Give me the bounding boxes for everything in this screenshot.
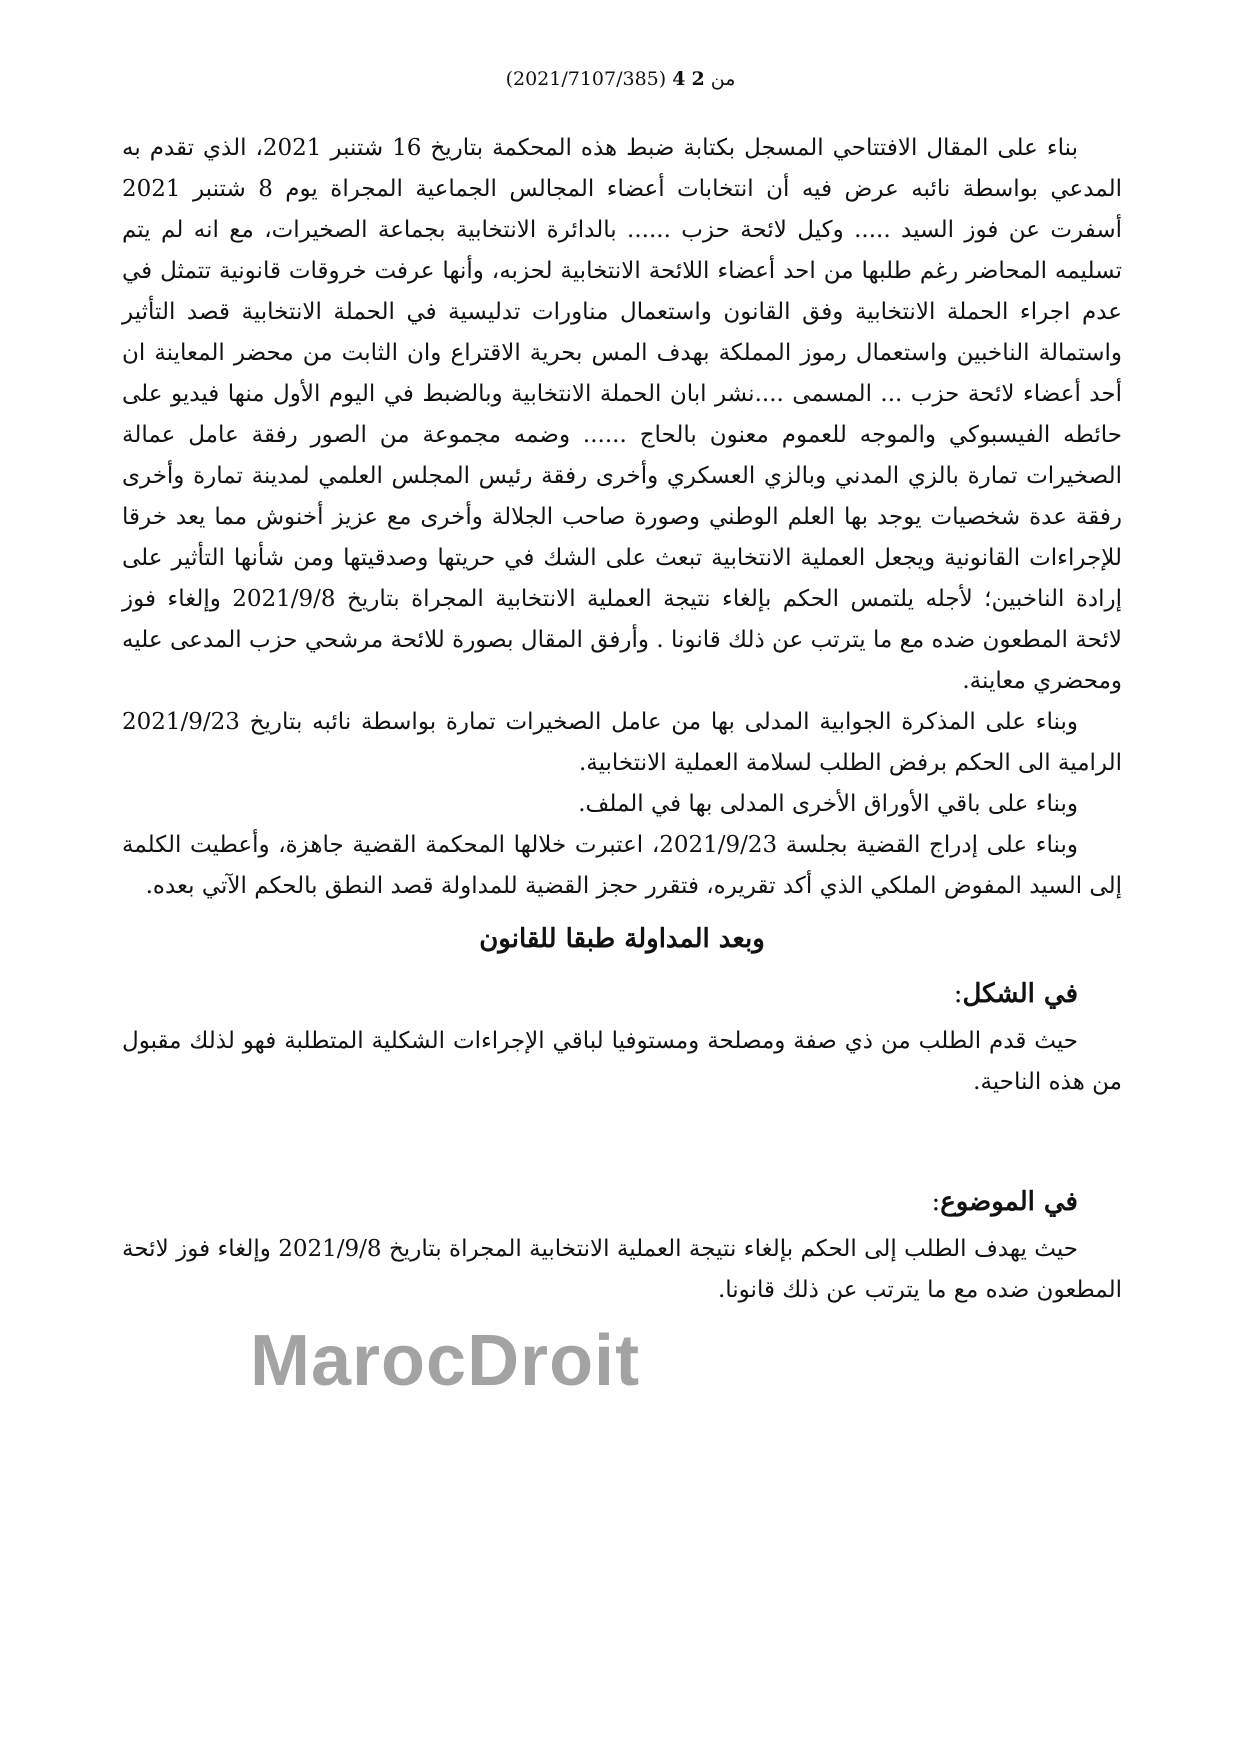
deliberation-heading: وبعد المداولة طبقا للقانون <box>479 924 765 954</box>
form-heading-text: في الشكل <box>962 979 1078 1009</box>
paragraph-other-documents: وبناء على باقي الأوراق الأخرى المدلى بها في الملف. <box>578 791 1078 817</box>
document-body <box>122 128 1122 1311</box>
header-ref: (2021/7107/385) <box>505 68 667 90</box>
substance-section-heading <box>122 1179 1122 1225</box>
page-header <box>0 68 1241 90</box>
substance-section-text: حيث يهدف الطلب إلى الحكم بإلغاء نتيجة العملية الانتخابية المجراة بتاريخ 2021/9/8 وإلغاء فوز لائحة المطعون ضده مع ما يترتب عن ذلك قانونا. <box>122 1236 1122 1303</box>
paragraph-response-memo: وبناء على المذكرة الجوابية المدلى بها من عامل الصخيرات تمارة بواسطة نائبه بتاريخ 2021/9/23 الرامية الى الحكم برفض الطلب لسلامة العملية الانتخابية. <box>122 709 1122 776</box>
header-total: 4 <box>672 68 686 90</box>
substance-heading-colon: : <box>931 1187 941 1217</box>
form-section-heading <box>122 971 1122 1017</box>
header-page-number: 2 <box>691 68 705 90</box>
watermark: MarocDroit <box>250 1321 641 1401</box>
paragraph-hearing: وبناء على إدراج القضية بجلسة 2021/9/23، اعتبرت خلالها المحكمة القضية جاهزة، وأعطيت الكلمة إلى السيد المفوض الملكي الذي أكد تقريره، فتقرر حجز القضية للمداولة قصد النطق بالحكم الآتي بعده. <box>122 832 1122 899</box>
form-section-text: حيث قدم الطلب من ذي صفة ومصلحة ومستوفيا لباقي الإجراءات الشكلية المتطلبة فهو لذلك مقبول من هذه الناحية. <box>122 1028 1122 1095</box>
form-heading-colon: : <box>953 979 963 1009</box>
substance-heading-text: في الموضوع <box>940 1187 1078 1217</box>
header-of-label: من <box>710 68 736 90</box>
paragraph-opening-petition: بناء على المقال الافتتاحي المسجل بكتابة ضبط هذه المحكمة بتاريخ 16 شتنبر 2021، الذي تقدم به المدعي بواسطة نائبه عرض فيه أن انتخابات أعضاء المجالس الجماعية المجراة يوم 8 شتنبر 2021 أسفرت عن فوز السيد ..... وكيل لائحة حزب ...... بالدائرة الانتخابية بجماعة الصخيرات، مع انه لم يتم تسليمه المحاضر رغم طلبها من احد أعضاء اللائحة الانتخابية لحزبه، وأنها عرفت خروقات قانونية تتمثل في عدم اجراء الحملة الانتخابية وفق القانون واستعمال مناورات تدليسية في الحملة الانتخابية قصد التأثير واستمالة الناخبين واستعمال رموز المملكة بهدف المس بحرية الاقتراع وان الثابت من محضر المعاينة ان أحد أعضاء لائحة حزب ... المسمى ....نشر ابان الحملة الانتخابية وبالضبط في اليوم الأول منها فيديو على حائطه الفيسبوكي والموجه للعموم معنون بالحاج ...... وضمه مجموعة من الصور رفقة عامل عمالة الصخيرات تمارة بالزي المدني وبالزي العسكري وأخرى رفقة رئيس المجلس العلمي لمدينة تمارة وأخرى رفقة عدة شخصيات يوجد بها العلم الوطني وصورة صاحب الجلالة وأخرى مع عزيز أخنوش مما يعد خرقا للإجراءات القانونية ويجعل العملية الانتخابية تبعث على الشك في حريتها وصدقيتها ومن شأنها التأثير على إرادة الناخبين؛ لأجله يلتمس الحكم بإلغاء نتيجة العملية الانتخابية المجراة بتاريخ 2021/9/8 وإلغاء فوز لائحة المطعون ضده مع ما يترتب عن ذلك قانونا . وأرفق المقال بصورة للائحة مرشحي حزب المدعى عليه ومحضري معاينة. <box>122 135 1123 694</box>
